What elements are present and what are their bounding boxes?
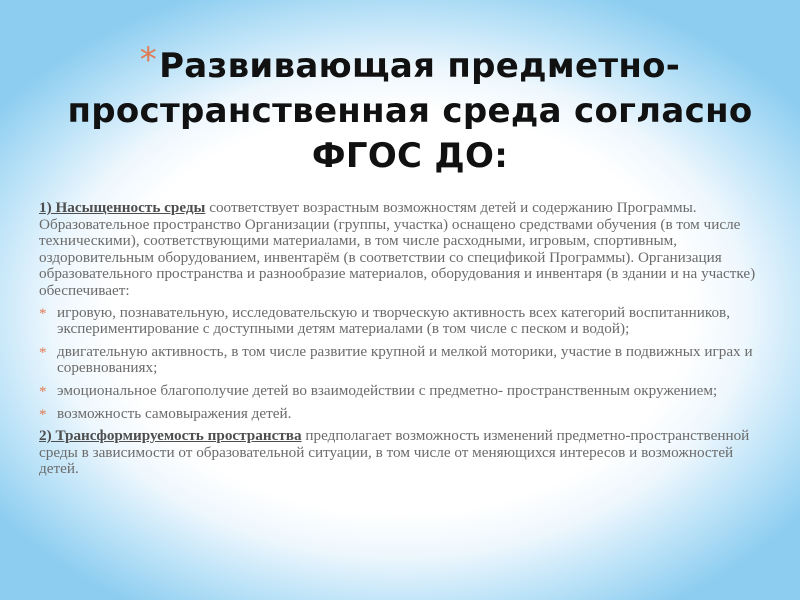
title-line-1: Развивающая предметно-	[159, 46, 681, 86]
list-item	[39, 406, 761, 423]
transformability-term: 2) Трансформируемость пространства	[39, 427, 302, 445]
transformability-text: предполагает возможность изменений предметно-пространственной среды в зависимости от образовательной ситуации, в том числе от меняющихся интересов и возможностей детей.	[39, 427, 750, 478]
paragraph-saturation	[39, 200, 761, 300]
slide-title	[60, 40, 760, 179]
bullet-star-marker: *	[39, 305, 47, 322]
saturation-text: соответствует возрастным возможностям детей и содержанию Программы. Образовательное пространство Организации (группы, участка) оснащено средствами обучения (в том числе техническими), соответствующими материалами, в том числе расходными, игровым, спортивным, оздоровительным оборудованием, инвентарём (в соответствии со спецификой Программы). Организация образовательного пространства и разнообразие материалов, оборудования и инвентаря (в здании и на участке) обеспечивает:	[39, 199, 756, 299]
list-item-text: игровую, познавательную, исследовательскую и творческую активность всех категорий воспитанников, экспериментирование с доступными детям материалами (в том числе с песком и водой);	[57, 303, 731, 338]
list-item	[39, 305, 761, 338]
list-item-text: двигательную активность, в том числе развитие крупной и мелкой моторики, участие в подвижных играх и соревнованиях;	[57, 342, 753, 377]
slide-body	[39, 200, 761, 483]
title-line-3: ФГОС ДО:	[311, 136, 509, 176]
saturation-term: 1) Насыщенность среды	[39, 199, 206, 216]
paragraph-transformability	[39, 428, 761, 478]
list-item-text: возможность самовыражения детей.	[57, 404, 292, 422]
bullet-star-marker: *	[39, 406, 47, 423]
list-item	[39, 344, 761, 377]
bullet-star-marker: *	[39, 344, 47, 361]
title-line-2: пространственная среда согласно	[67, 91, 753, 131]
list-item-text: эмоциональное благополучие детей во взаимодействии с предметно- пространственным окружением;	[57, 381, 718, 399]
list-item	[39, 383, 761, 400]
title-star-marker: *	[139, 40, 158, 80]
bullet-star-marker: *	[39, 383, 47, 400]
